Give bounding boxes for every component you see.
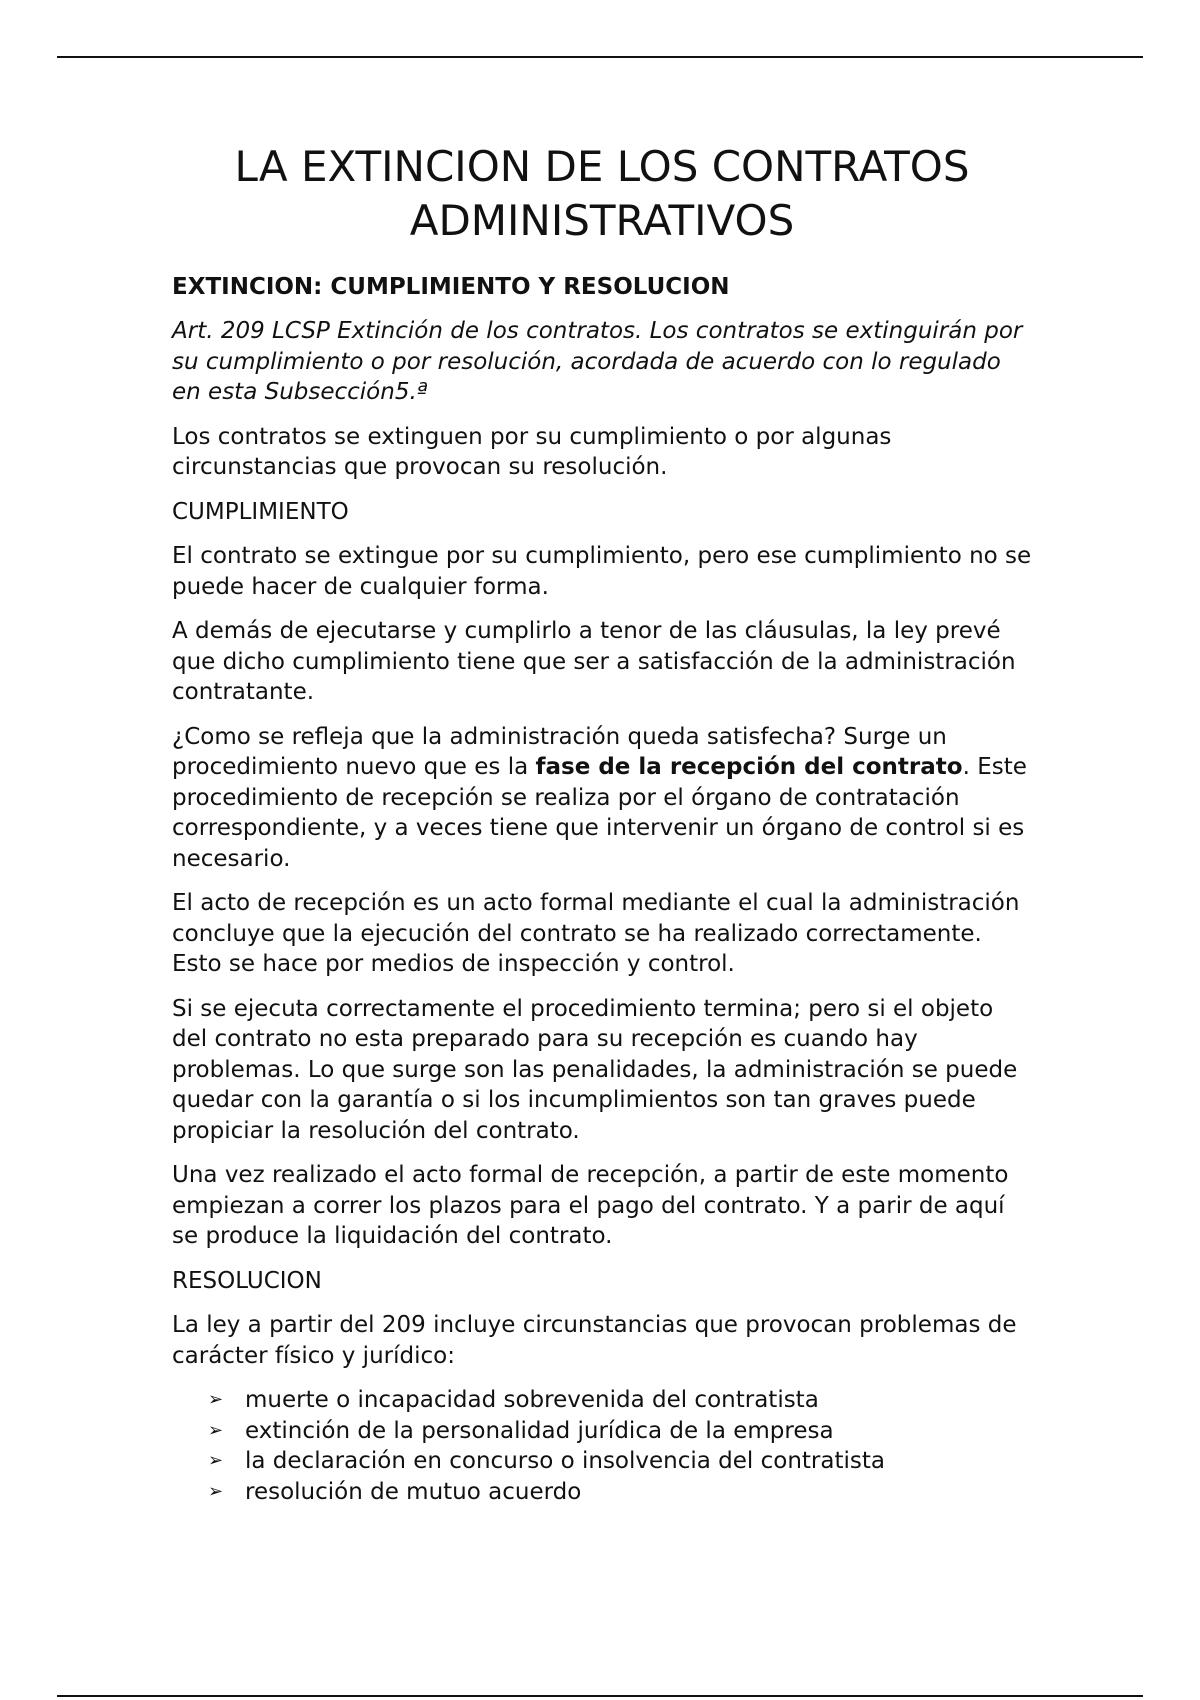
paragraph-recepcion-start: ¿Como se refleja que la administración queda satisfecha? Surge un procedimiento nuevo que es la [172, 723, 947, 780]
list-item [208, 1446, 1032, 1477]
arrowhead-bullet-icon: ➢ [208, 1389, 224, 1410]
arrowhead-bullet-icon: ➢ [208, 1419, 224, 1441]
document-body [172, 140, 1032, 1507]
paragraph-cumplimiento-2: A demás de ejecutarse y cumplirlo a tenor de las cláusulas, la ley prevé que dicho cumplimiento tiene que ser a satisfacción de la administración contratante. [172, 618, 1016, 705]
section-heading: EXTINCION: CUMPLIMIENTO Y RESOLUCION [172, 274, 730, 300]
paragraph-cumplimiento-1: El contrato se extingue por su cumplimiento, pero ese cumplimiento no se puede hacer de cualquier forma. [172, 543, 1032, 600]
paragraph-ejecucion: Si se ejecuta correctamente el procedimiento termina; pero si el objeto del contrato no esta preparado para su recepción es cuando hay problemas. Lo que surge son las penalidades, la administración se puede quedar con la garantía o si los incumplimientos son tan graves puede propiciar la resolución del contrato. [172, 995, 1018, 1144]
arrowhead-bullet-icon: ➢ [208, 1450, 224, 1471]
list-item-text: la declaración en concurso o insolvencia del contratista [245, 1448, 885, 1474]
paragraph-resolucion: La ley a partir del 209 incluye circunstancias que provocan problemas de carácter físico y jurídico: [172, 1312, 1017, 1369]
subheading-cumplimiento: CUMPLIMIENTO [172, 498, 349, 525]
list-item-text: extinción de la personalidad jurídica de la empresa [245, 1417, 834, 1444]
paragraph-recepcion [172, 722, 1032, 875]
intro-paragraph: Los contratos se extinguen por su cumplimiento o por algunas circunstancias que provocan su resolución. [172, 423, 892, 480]
paragraph-recepcion-bold: fase de la recepción del contrato [535, 754, 963, 780]
arrowhead-bullet-icon: ➢ [208, 1480, 224, 1502]
paragraph-plazos: Una vez realizado el acto formal de recepción, a partir de este momento empiezan a correr los plazos para el pago del contrato. Y a parir de aquí se produce la liquidación del contrato. [172, 1162, 1009, 1249]
document-title-line-1: LA EXTINCION DE LOS CONTRATOS [234, 142, 970, 191]
list-item-text: muerte o incapacidad sobrevenida del contratista [245, 1387, 819, 1413]
list-item-text: resolución de mutuo acuerdo [245, 1478, 582, 1505]
list-item [208, 1385, 1032, 1416]
list-item [208, 1477, 1032, 1508]
page-bottom-rule [57, 1695, 1143, 1697]
paragraph-recepcion-end: . Este procedimiento de recepción se realiza por el órgano de contratación correspondiente, y a veces tiene que intervenir un órgano de control si es necesario. [172, 754, 1027, 872]
document-title [172, 140, 1032, 248]
article-quote: Art. 209 LCSP Extinción de los contratos. Los contratos se extinguirán por su cumplimiento o por resolución, acordada de acuerdo con lo regulado en esta Subsección5.ª [172, 318, 1023, 405]
document-title-line-2: ADMINISTRATIVOS [409, 196, 795, 245]
paragraph-acto-recepcion: El acto de recepción es un acto formal mediante el cual la administración concluye que la ejecución del contrato se ha realizado correctamente. Esto se hace por medios de inspección y control. [172, 890, 1020, 977]
page-top-rule [57, 56, 1143, 58]
resolution-causes-list [172, 1385, 1032, 1507]
list-item [208, 1416, 1032, 1447]
subheading-resolucion: RESOLUCION [172, 1267, 322, 1294]
